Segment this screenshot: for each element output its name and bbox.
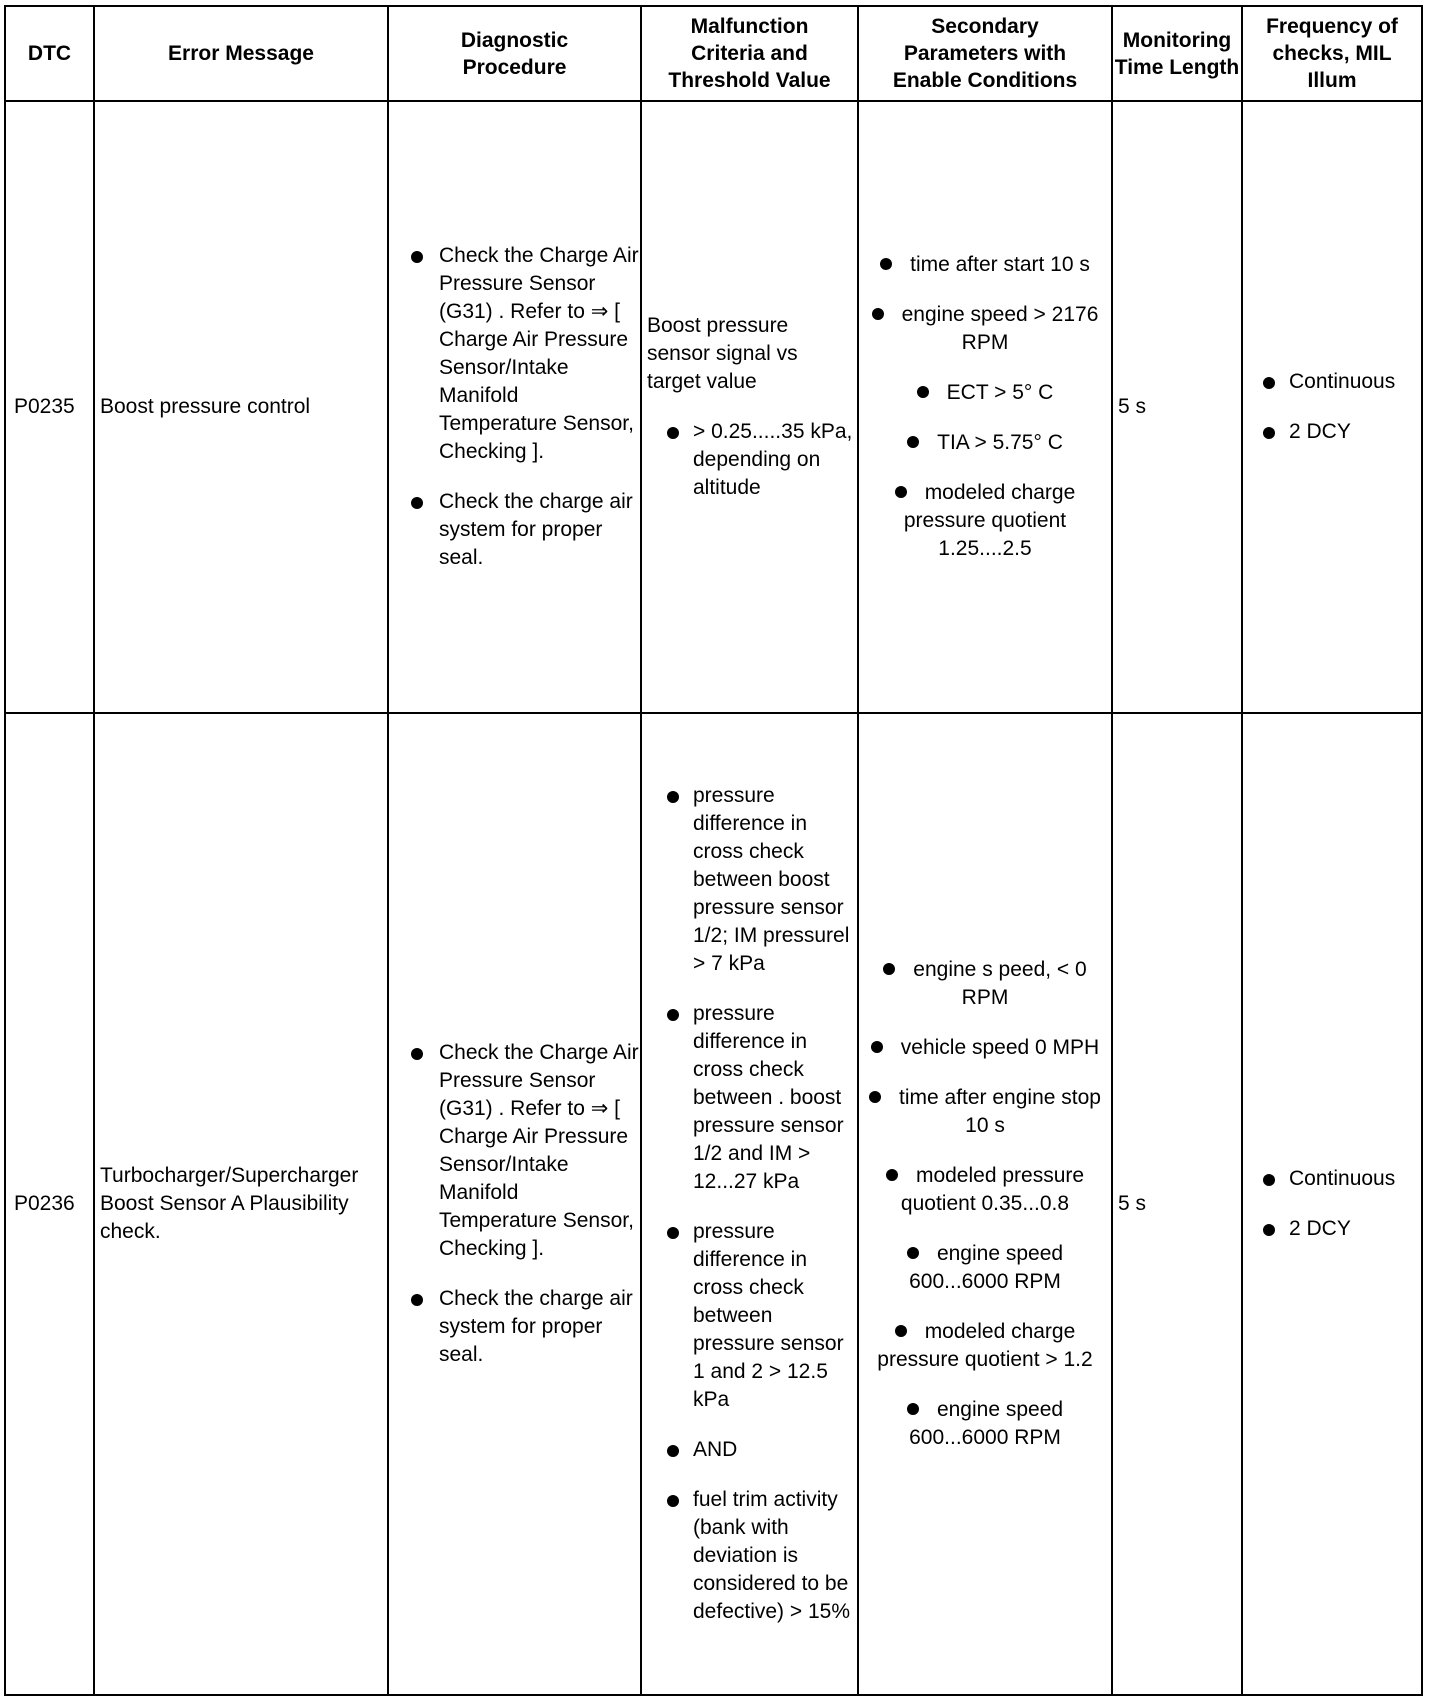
secondary-text: TIA > 5.75° C <box>937 431 1063 454</box>
monitoring-time: 5 s <box>1112 101 1242 713</box>
frequency-cell <box>1242 713 1422 1695</box>
secondary-item <box>859 956 1111 1012</box>
error-message: Turbocharger/Supercharger Boost Sensor A Plausibility check. <box>94 713 388 1695</box>
header-malfunction-text: Malfunction Criteria and Threshold Value <box>668 15 831 92</box>
malfunction-item: AND <box>647 1436 857 1464</box>
bullet-icon <box>880 258 892 270</box>
header-row <box>5 6 1422 101</box>
bullet-icon <box>895 1325 907 1337</box>
secondary-cell <box>858 101 1112 713</box>
secondary-text: time after start 10 s <box>910 253 1090 276</box>
frequency-cell <box>1242 101 1422 713</box>
secondary-cell <box>858 713 1112 1695</box>
secondary-text: modeled charge pressure quotient 1.25....2.5 <box>903 481 1076 560</box>
secondary-text: modeled pressure quotient 0.35...0.8 <box>900 1164 1085 1215</box>
bullet-icon <box>871 1041 883 1053</box>
secondary-item <box>859 1034 1111 1062</box>
malfunction-list <box>647 782 857 1626</box>
malfunction-item: pressure difference in cross check between . boost pressure sensor 1/2 and IM > 12...27 kPa <box>647 1000 857 1196</box>
secondary-text: ECT > 5° C <box>946 381 1054 404</box>
header-diagnostic-procedure-text: Diagnostic Procedure <box>460 28 569 79</box>
secondary-item <box>859 1396 1111 1452</box>
procedure-cell <box>388 713 641 1695</box>
secondary-item <box>859 429 1111 457</box>
secondary-item <box>859 379 1111 407</box>
monitoring-time: 5 s <box>1112 713 1242 1695</box>
secondary-text: vehicle speed 0 MPH <box>900 1036 1100 1059</box>
secondary-text: modeled charge pressure quotient > 1.2 <box>877 1320 1093 1371</box>
malfunction-item: pressure difference in cross check between boost pressure sensor 1/2; IM pressurel > 7 kPa <box>647 782 857 978</box>
bullet-icon <box>907 436 919 448</box>
procedure-list <box>389 242 640 572</box>
error-message: Boost pressure control <box>94 101 388 713</box>
bullet-icon <box>917 386 929 398</box>
secondary-text: engine speed > 2176 RPM <box>901 303 1099 354</box>
header-secondary-text: Secondary Parameters with Enable Conditions <box>892 15 1078 92</box>
bullet-icon <box>907 1247 919 1259</box>
header-frequency-text: Frequency of checks, MIL Illum <box>1266 15 1398 92</box>
malfunction-item: > 0.25.....35 kPa, depending on altitude <box>647 418 857 502</box>
table-row <box>5 101 1422 713</box>
secondary-item <box>859 1084 1111 1140</box>
secondary-item <box>859 1162 1111 1218</box>
frequency-item: Continuous <box>1243 368 1421 396</box>
header-secondary <box>858 6 1112 101</box>
frequency-item: Continuous <box>1243 1165 1421 1193</box>
malfunction-cell <box>641 101 858 713</box>
malfunction-list <box>647 418 857 502</box>
malfunction-item: pressure difference in cross check between pressure sensor 1 and 2 > 12.5 kPa <box>647 1218 857 1414</box>
header-malfunction <box>641 6 858 101</box>
procedure-item: Check the Charge Air Pressure Sensor (G31) . Refer to ⇒ [ Charge Air Pressure Sensor/Intake Manifold Temperature Sensor, Checking ]. <box>389 1039 640 1263</box>
procedure-item: Check the charge air system for proper seal. <box>389 488 640 572</box>
header-frequency <box>1242 6 1422 101</box>
secondary-item <box>859 1318 1111 1374</box>
dtc-table <box>4 5 1423 1696</box>
secondary-list <box>859 251 1111 563</box>
secondary-text: engine speed 600...6000 RPM <box>909 1398 1064 1449</box>
frequency-item: 2 DCY <box>1243 1215 1421 1243</box>
bullet-icon <box>886 1169 898 1181</box>
frequency-list <box>1243 368 1421 446</box>
secondary-item <box>859 479 1111 563</box>
header-error-message: Error Message <box>94 6 388 101</box>
secondary-text: engine s peed, < 0 RPM <box>913 958 1087 1009</box>
header-diagnostic-procedure <box>388 6 641 101</box>
dtc-code: P0235 <box>5 101 94 713</box>
secondary-text: time after engine stop 10 s <box>899 1086 1101 1137</box>
malfunction-cell <box>641 713 858 1695</box>
procedure-cell <box>388 101 641 713</box>
table-row <box>5 713 1422 1695</box>
frequency-item: 2 DCY <box>1243 418 1421 446</box>
bullet-icon <box>869 1091 881 1103</box>
malfunction-item: fuel trim activity (bank with deviation is considered to be defective) > 15% <box>647 1486 857 1626</box>
secondary-item <box>859 301 1111 357</box>
secondary-list <box>859 956 1111 1452</box>
header-monitoring: Monitoring Time Length <box>1112 6 1242 101</box>
procedure-list <box>389 1039 640 1369</box>
procedure-item: Check the Charge Air Pressure Sensor (G31) . Refer to ⇒ [ Charge Air Pressure Sensor/Intake Manifold Temperature Sensor, Checking ]. <box>389 242 640 466</box>
bullet-icon <box>872 308 884 320</box>
dtc-code: P0236 <box>5 713 94 1695</box>
frequency-list <box>1243 1165 1421 1243</box>
malfunction-intro: Boost pressure sensor signal vs target value <box>647 314 798 393</box>
bullet-icon <box>895 486 907 498</box>
secondary-item <box>859 1240 1111 1296</box>
secondary-item <box>859 251 1111 279</box>
secondary-text: engine speed 600...6000 RPM <box>909 1242 1064 1293</box>
bullet-icon <box>907 1403 919 1415</box>
header-dtc: DTC <box>5 6 94 101</box>
bullet-icon <box>883 963 895 975</box>
procedure-item: Check the charge air system for proper seal. <box>389 1285 640 1369</box>
